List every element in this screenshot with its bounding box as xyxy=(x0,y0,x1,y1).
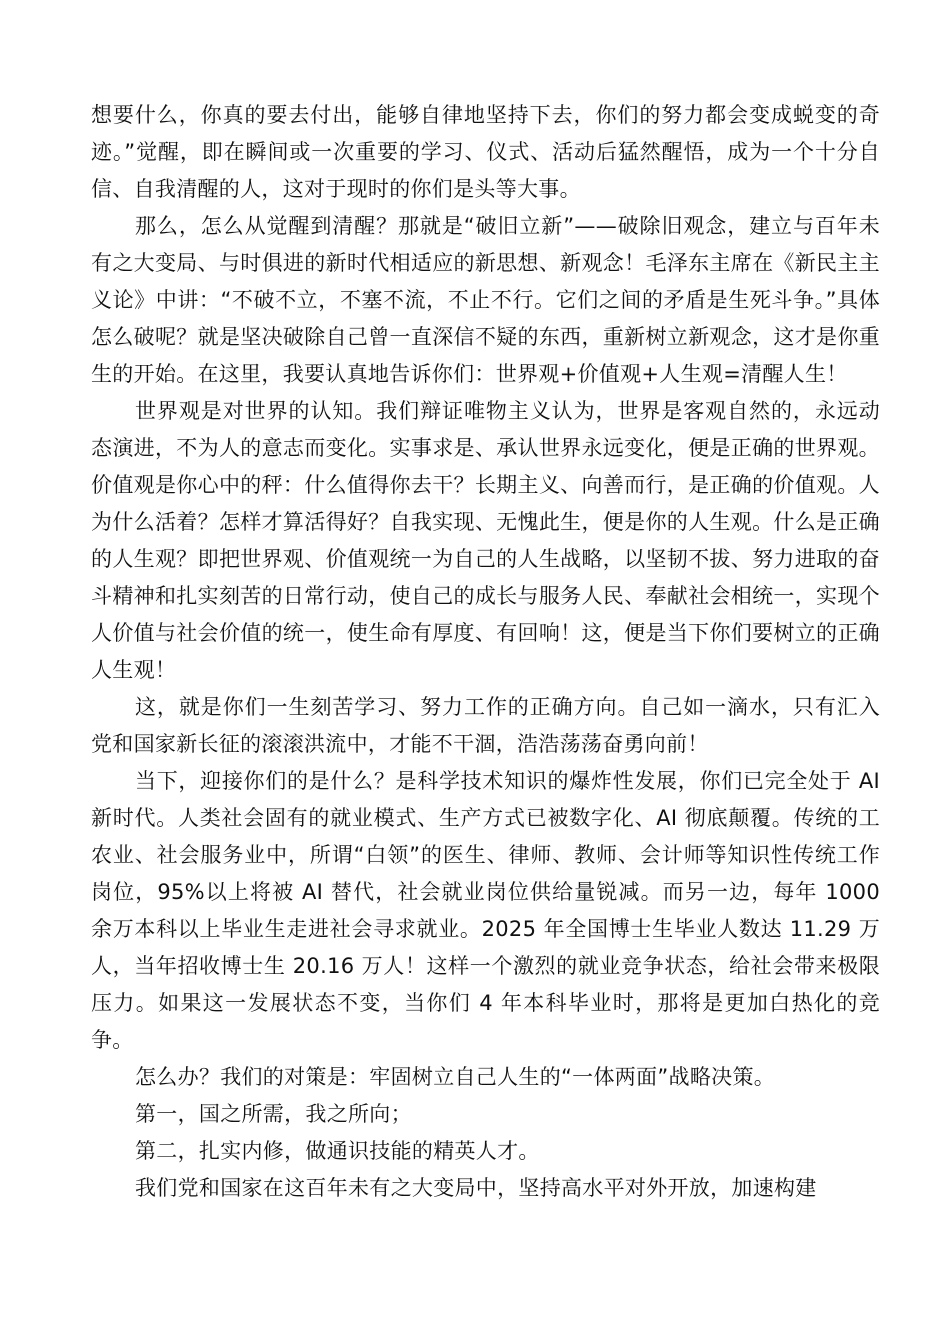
paragraph-awakening-to-clarity: 那么，怎么从觉醒到清醒？那就是“破旧立新”——破除旧观念，建立与百年未有之大变局、与时俱进的新时代相适应的新思想、新观念！毛泽东主席在《新民主主义论》中讲：“不破不立，不塞不流，不止不行。它们之间的矛盾是生死斗争。”具体怎么破呢？就是坚决破除自己曾一直深信不疑的东西，重新树立新观念，这才是你重生的开始。在这里，我要认真地告诉你们：世界观+价值观+人生观=清醒人生！ xyxy=(91,214,880,386)
paragraph-point-two: 第二，扎实内修，做通识技能的精英人才。 xyxy=(135,1139,540,1163)
paragraph-ai-era: 当下，迎接你们的是什么？是科学技术知识的爆炸性发展，你们已完全处于 AI 新时代。人类社会固有的就业模式、生产方式已被数字化、AI 彻底颠覆。传统的工农业、社会服务业中，所谓“白领”的医生、律师、教师、会计师等知识性传统工作岗位，95%以上将被 AI 替代，社会就业岗位供给量锐减。而另一边，每年 1000 余万本科以上毕业生走进社会寻求就业。2025 年全国博士生毕业人数达 11.29 万人，当年招收博士生 20.16 万人！这样一个激烈的就业竞争状态，给社会带来极限压力。如果这一发展状态不变，当你们 4 年本科毕业时，那将是更加白热化的竞争。 xyxy=(91,769,880,1052)
paragraph-continuation: 想要什么，你真的要去付出，能够自律地坚持下去，你们的努力都会变成蜕变的奇迹。”觉醒，即在瞬间或一次重要的学习、仪式、活动后猛然醒悟，成为一个十分自信、自我清醒的人，这对于现时的你们是头等大事。 xyxy=(91,103,880,201)
paragraph-point-one: 第一，国之所需，我之所向； xyxy=(135,1102,412,1126)
body-text xyxy=(91,97,880,1207)
paragraph-worldview: 世界观是对世界的认知。我们辩证唯物主义认为，世界是客观自然的，永远动态演进，不为人的意志而变化。实事求是、承认世界永远变化，便是正确的世界观。价值观是你心中的秤：什么值得你去干？长期主义、向善而行，是正确的价值观。人为什么活着？怎样才算活得好？自我实现、无愧此生，便是你的人生观。什么是正确的人生观？即把世界观、价值观统一为自己的人生战略，以坚韧不拔、努力进取的奋斗精神和扎实刻苦的日常行动，使自己的成长与服务人民、奉献社会相统一，实现个人价值与社会价值的统一，使生命有厚度、有回响！这，便是当下你们要树立的正确人生观！ xyxy=(91,399,880,682)
paragraph-countermeasure: 怎么办？我们的对策是：牢固树立自己人生的“一体两面”战略决策。 xyxy=(135,1065,776,1089)
paragraph-direction: 这，就是你们一生刻苦学习、努力工作的正确方向。自己如一滴水，只有汇入党和国家新长征的滚滚洪流中，才能不干涸，浩浩荡荡奋勇向前！ xyxy=(91,695,880,756)
paragraph-opening-up: 我们党和国家在这百年未有之大变局中，坚持高水平对外开放，加速构建 xyxy=(135,1176,817,1200)
